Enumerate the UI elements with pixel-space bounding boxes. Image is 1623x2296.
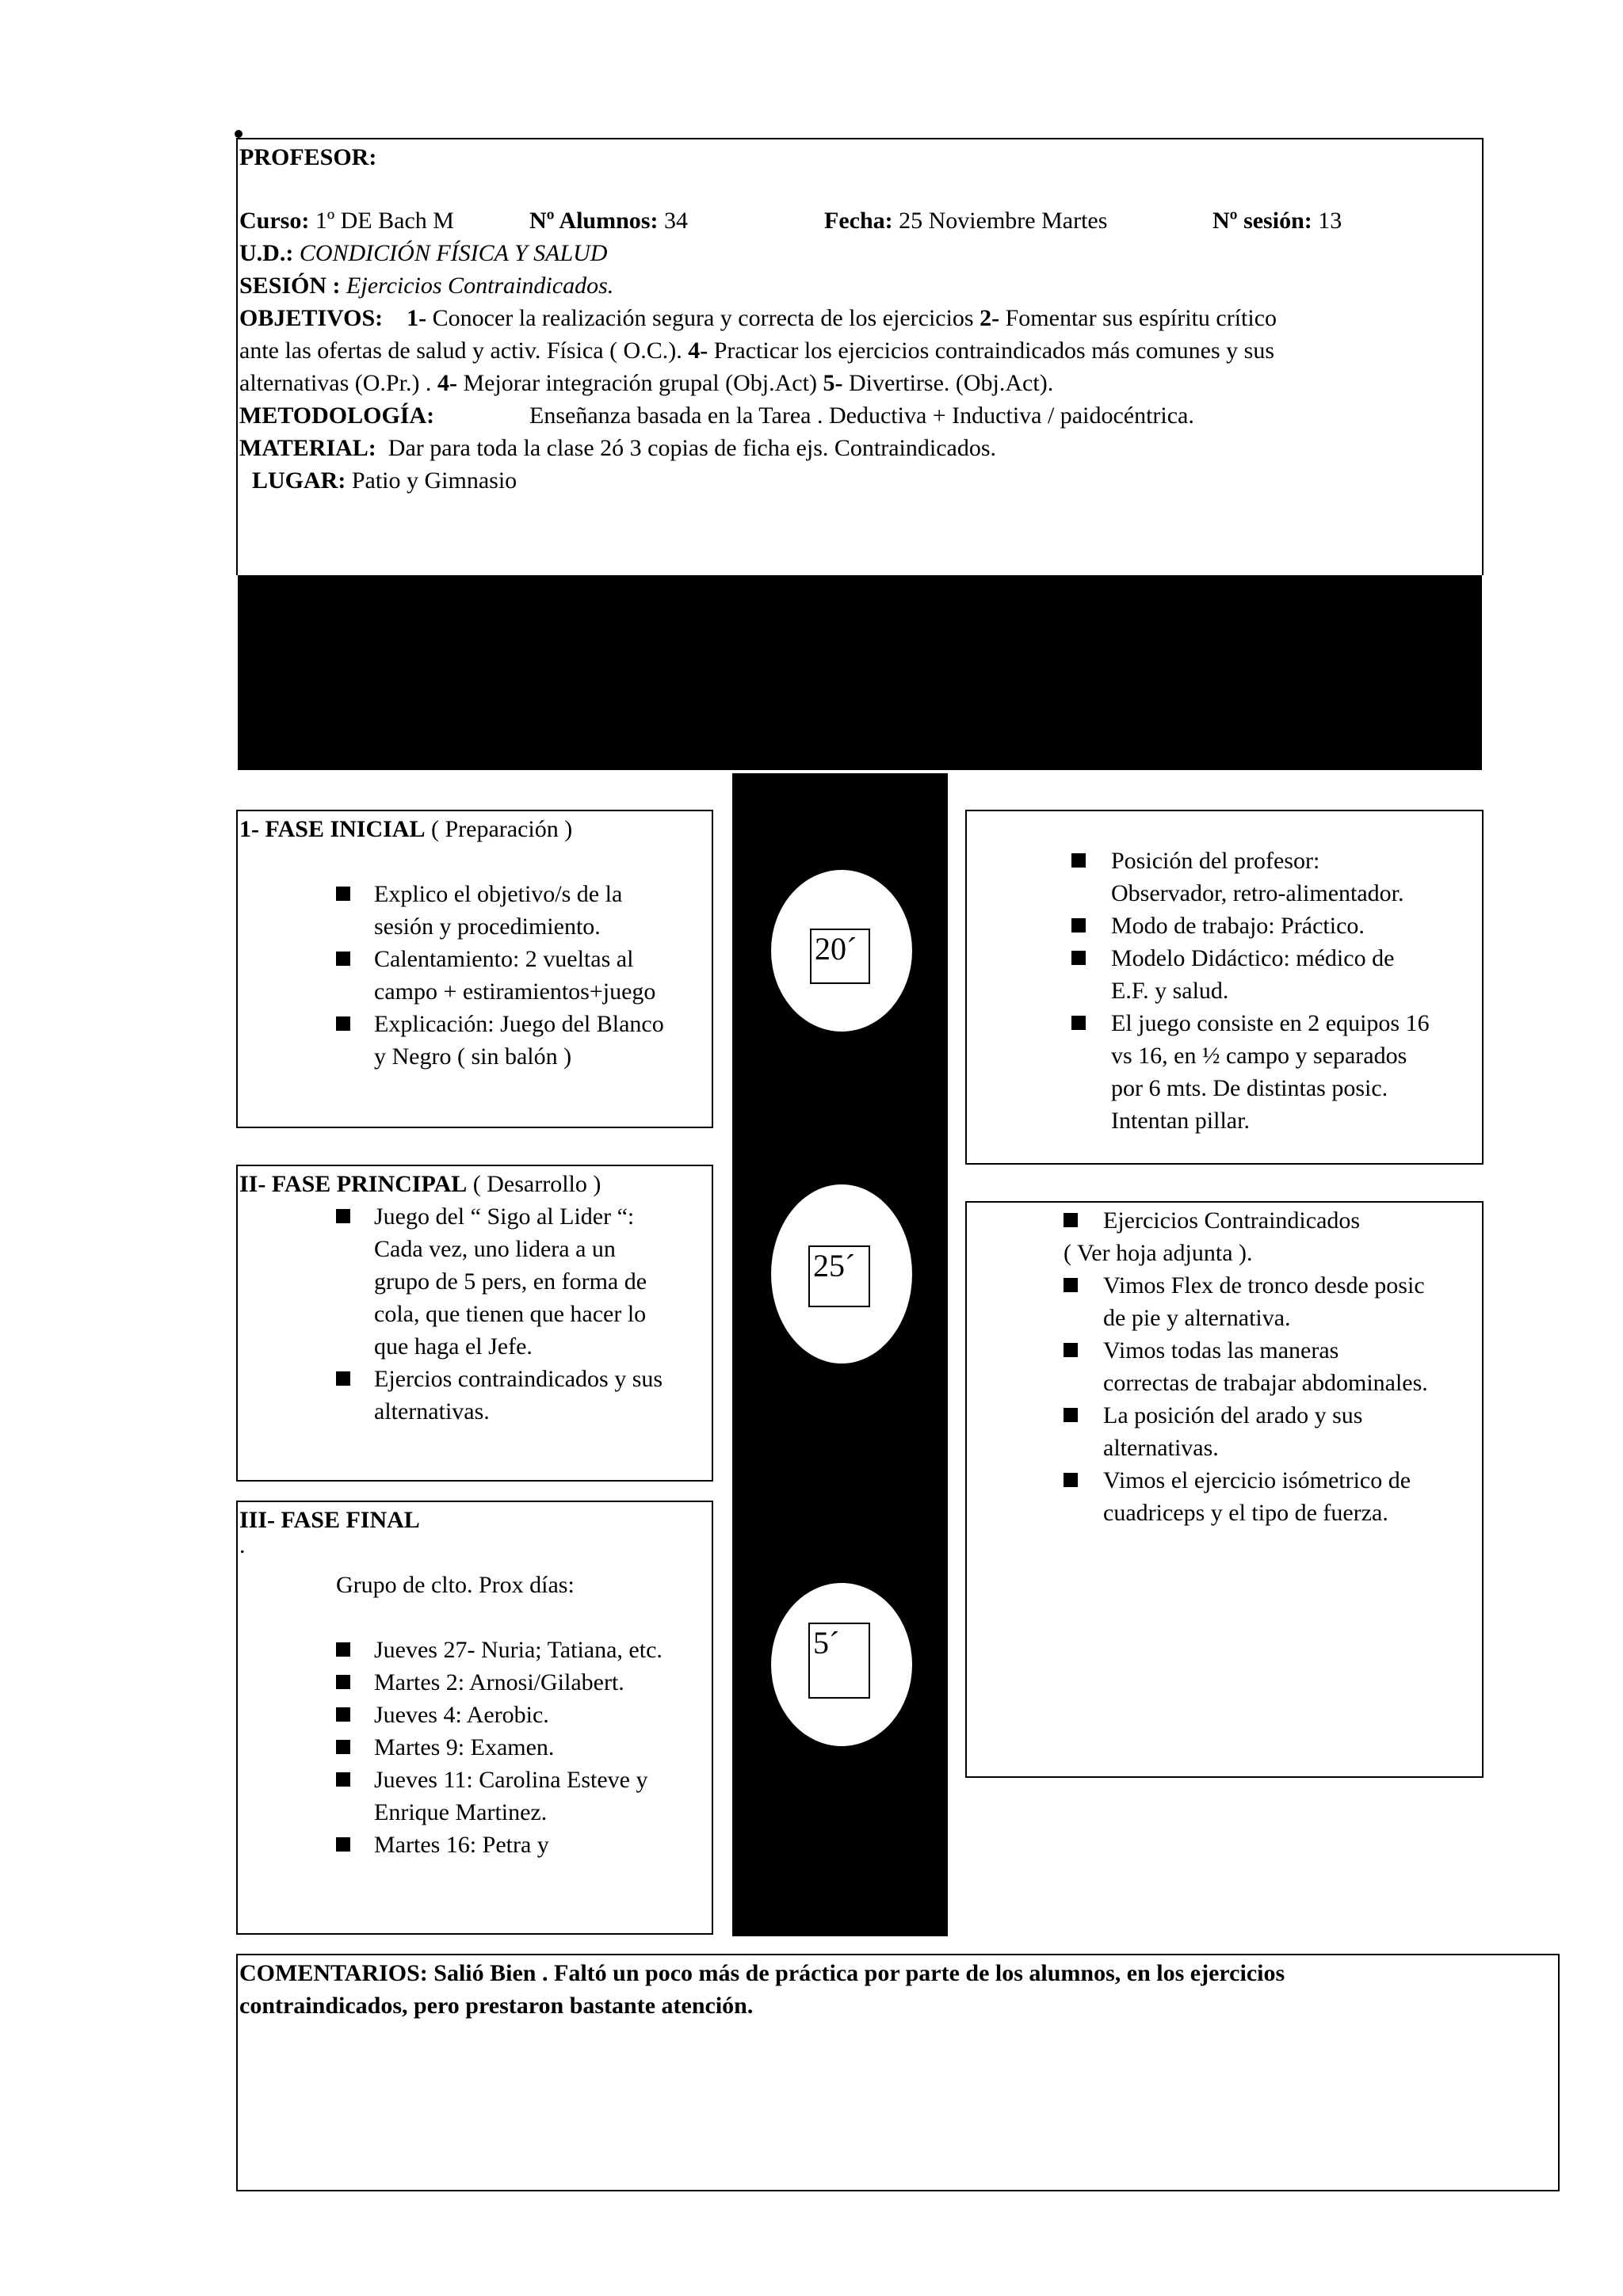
fase-final-title [239,1504,420,1536]
fase-principal-box [236,1165,713,1482]
page-dot [235,130,242,138]
bullet-square-icon [1071,853,1086,868]
list-item [336,1699,663,1731]
obj-text-3b: alternativas (O.Pr.) . [239,370,432,396]
obj-text-5: Divertirse. (Obj.Act). [848,370,1054,396]
list-item [1071,942,1430,1007]
list-item [336,1666,663,1699]
notes-first-cont: ( Ver hoja adjunta ). [1064,1240,1253,1266]
list-item-line: alternativas. [1103,1435,1219,1461]
bullet-square-icon [336,887,350,901]
ud-label: U.D.: [239,240,294,266]
alumnos-label: Nº Alumnos: [529,208,659,234]
list-item-line: por 6 mts. De distintas posic. [1111,1075,1388,1101]
list-item-line: Cada vez, uno lidera a un [374,1236,616,1262]
fase-inicial-box [236,810,713,1128]
sesion-num-label: Nº sesión: [1212,208,1312,234]
obj-text-3: Practicar los ejercicios contraindicados más comunes y sus [713,338,1275,364]
fase-final-dot: . [239,1532,246,1558]
obj-text-1: Conocer la realización segura y correcta de los ejercicios [432,305,974,331]
sesion-label: SESIÓN : [239,273,341,299]
objetivos-line-3 [239,367,1053,399]
obj-text-2b: ante las ofertas de salud y activ. Física ( O.C.). [239,338,682,364]
sesion-num-value: 13 [1318,208,1342,234]
bullet-square-icon [1064,1408,1078,1422]
list-item-line: Jueves 11: Carolina Esteve y [374,1767,648,1793]
list-item-line: y Negro ( sin balón ) [374,1043,572,1070]
comentarios-box [236,1954,1560,2191]
bullet-square-icon [1064,1278,1078,1292]
black-banner [238,575,1482,770]
fase-final-box [236,1501,713,1935]
list-item [336,1829,663,1861]
material-line [239,432,996,464]
bullet-square-icon [1071,1016,1086,1030]
obj-text-2: Fomentar sus espíritu crítico [1005,305,1277,331]
list-item [336,943,664,1008]
obj-num-4: 4- [437,370,457,396]
bullet-square-icon [1071,951,1086,965]
fase-inicial-title-bold: 1- FASE INICIAL [239,816,426,842]
ud-value: CONDICIÓN FÍSICA Y SALUD [299,240,608,266]
fase-final-list [336,1634,663,1861]
metodologia-line [239,399,1194,432]
time-final: 5´ [808,1623,870,1699]
bullet-square-icon [336,1209,350,1223]
list-item [1071,910,1430,942]
bullet-square-icon [336,1371,350,1386]
list-item-line: Modo de trabajo: Práctico. [1111,913,1365,939]
metodologia-label: METODOLOGÍA: [239,402,435,429]
lugar-line [252,464,517,497]
obj-num-2: 2- [980,305,1000,331]
list-item [336,1731,663,1764]
fase-inicial-list [336,878,664,1073]
fase-final-intro: Grupo de clto. Prox días: [336,1572,575,1598]
fase-principal-notes-box [965,1201,1484,1778]
list-item [336,878,664,943]
bullet-square-icon [336,952,350,966]
bullet-square-icon [336,1016,350,1031]
list-item-line: Modelo Didáctico: médico de [1111,945,1395,971]
list-item-line: Vimos el ejercicio isómetrico de [1103,1467,1411,1493]
bullet-square-icon [336,1740,350,1754]
list-item-line: Intentan pillar. [1111,1108,1250,1134]
list-item-line: correctas de trabajar abdominales. [1103,1370,1428,1396]
list-item-line: Explico el objetivo/s de la [374,881,623,907]
fase-principal-title [239,1168,601,1200]
comentarios-line-2: contraindicados, pero prestaron bastante atención. [239,1993,754,2019]
list-item-line: alternativas. [374,1398,490,1425]
bullet-square-icon [1064,1343,1078,1357]
objetivos-label: OBJETIVOS: [239,305,384,331]
bullet-square-icon [1064,1473,1078,1487]
list-item-line: sesión y procedimiento. [374,913,601,940]
fase-final-title-bold: III- FASE FINAL [239,1507,420,1533]
fase-inicial-title-rest: ( Preparación ) [425,816,573,842]
bullet-square-icon [336,1772,350,1787]
list-item [1064,1269,1428,1334]
list-item-line: Vimos todas las maneras [1103,1337,1339,1363]
list-item-line: Observador, retro-alimentador. [1111,880,1404,906]
list-item [1064,1399,1428,1464]
list-item-line: Jueves 27- Nuria; Tatiana, etc. [374,1637,663,1663]
obj-num-1: 1- [407,305,427,331]
obj-num-3: 4- [688,338,708,364]
list-item-line: Martes 16: Petra y [374,1832,549,1858]
list-item [1064,1334,1428,1399]
ud-line [239,237,607,269]
list-item-line: E.F. y salud. [1111,978,1229,1004]
curso-value: 1º DE Bach M [315,208,454,234]
list-item-line: de pie y alternativa. [1103,1305,1291,1331]
list-item [336,1764,663,1829]
alumnos-value: 34 [663,208,688,234]
objetivos-line-2 [239,334,1274,367]
fase-inicial-notes-list [1071,845,1430,1137]
list-item-line: Posición del profesor: [1111,848,1320,874]
list-item [1064,1464,1428,1529]
bullet-square-icon [1071,918,1086,933]
obj-text-4: Mejorar integración grupal (Obj.Act) [463,370,817,396]
list-item-line: Explicación: Juego del Blanco [374,1011,664,1037]
profesor-label: PROFESOR: [239,144,377,170]
fecha-value: 25 Noviembre Martes [899,208,1108,234]
list-item-line: que haga el Jefe. [374,1333,533,1360]
lugar-value: Patio y Gimnasio [351,467,517,494]
bullet-square-icon [336,1675,350,1689]
list-item-line: campo + estiramientos+juego [374,978,656,1005]
list-item-line: grupo de 5 pers, en forma de [374,1268,647,1295]
notes-first-item [1064,1204,1360,1237]
fase-principal-title-rest: ( Desarrollo ) [467,1171,601,1197]
fase-principal-notes-list [1064,1269,1428,1529]
objetivos-line-1 [239,302,1277,334]
list-item-line: Juego del “ Sigo al Lider “: [374,1203,635,1230]
bullet-square-icon [336,1707,350,1722]
list-item-line: Vimos Flex de tronco desde posic [1103,1272,1425,1299]
list-item [336,1634,663,1666]
list-item-line: cuadriceps y el tipo de fuerza. [1103,1500,1388,1526]
metodologia-value: Enseñanza basada en la Tarea . Deductiva + Inductiva / paidocéntrica. [529,402,1194,429]
list-item [336,1008,664,1073]
time-principal: 25´ [808,1245,870,1307]
list-item-line: Martes 9: Examen. [374,1734,555,1760]
lugar-label: LUGAR: [252,467,346,494]
comentarios-line-1: COMENTARIOS: Salió Bien . Faltó un poco más de práctica por parte de los alumnos, en los ejercicios [239,1960,1285,1986]
bullet-square-icon [336,1837,350,1852]
material-label: MATERIAL: [239,435,376,461]
list-item-line: cola, que tienen que hacer lo [374,1301,647,1327]
list-item-line: Martes 2: Arnosi/Gilabert. [374,1669,624,1695]
list-item-line: Enrique Martinez. [374,1799,548,1825]
fase-principal-list [336,1200,663,1428]
fase-inicial-notes-box [965,810,1484,1165]
curso-label: Curso: [239,208,310,234]
fase-principal-title-bold: II- FASE PRINCIPAL [239,1171,468,1197]
time-inicial: 20´ [810,929,870,984]
bullet-square-icon [1064,1213,1078,1227]
list-item-line: Calentamiento: 2 vueltas al [374,946,634,972]
list-item-line: Ejercios contraindicados y sus [374,1366,663,1392]
list-item [336,1363,663,1428]
sesion-line [239,269,613,302]
fecha-label: Fecha: [824,208,893,234]
fase-inicial-title [239,813,572,845]
list-item [336,1200,663,1363]
list-item-line: El juego consiste en 2 equipos 16 [1111,1010,1430,1036]
list-item [1071,1007,1430,1137]
obj-num-5: 5- [823,370,843,396]
bullet-square-icon [336,1642,350,1657]
material-value: Dar para toda la clase 2ó 3 copias de ficha ejs. Contraindicados. [388,435,996,461]
notes-first-text: Ejercicios Contraindicados [1103,1207,1361,1234]
list-item-line: vs 16, en ½ campo y separados [1111,1043,1407,1069]
profesor-line [239,141,376,174]
list-item-line: Jueves 4: Aerobic. [374,1702,549,1728]
sesion-value: Ejercicios Contraindicados. [346,273,614,299]
list-item-line: La posición del arado y sus [1103,1402,1363,1428]
list-item [1071,845,1430,910]
